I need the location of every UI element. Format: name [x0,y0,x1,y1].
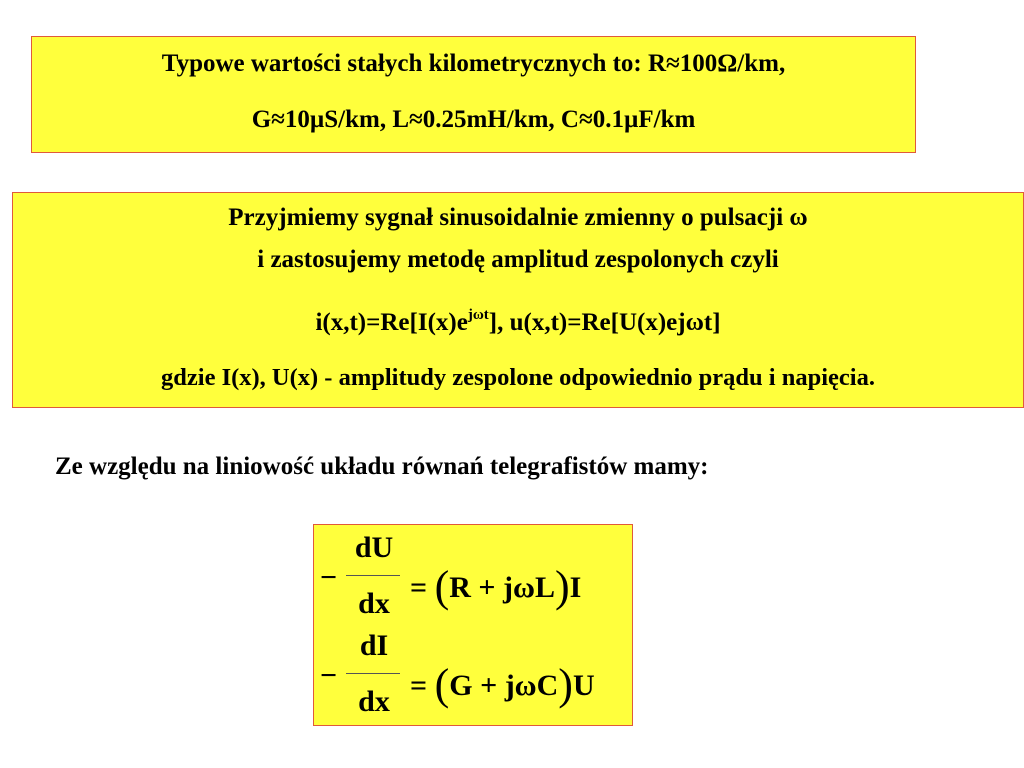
signal-formula [13,300,1023,338]
signal-line-2: i zastosujemy metodę amplitud zespolonych czyli [257,246,779,273]
equation-inner: G + jωC [449,669,559,702]
signal-formula-part-b: ], u(x,t)=Re[U(x)ejωt] [488,309,721,336]
paren-close: ) [558,660,573,709]
equation-minus-sign: − [320,561,338,594]
constants-line-2: G≈10µS/km, L≈0.25mH/km, C≈0.1µF/km [251,106,696,133]
equation-numerator: dU [354,531,394,564]
equation-denominator: dx [358,685,390,718]
equation-rhs [410,659,595,710]
paren-open: ( [434,660,450,709]
intro-sentence: Ze względu na liniowość układu równań telegrafistów mamy: [55,453,709,480]
fraction-bar [346,575,400,576]
signal-box [12,192,1024,408]
equation-suffix: U [572,669,595,702]
equation-minus-sign: − [320,659,338,692]
equation-numerator: dI [359,629,389,662]
signal-line-4: gdzie I(x), U(x) - amplitudy zespolone odpowiednio prądu i napięcia. [161,364,875,391]
equation-rhs [410,561,581,612]
constants-line-1: Typowe wartości stałych kilometrycznych to: R≈100Ω/km, [161,50,786,77]
equation-voltage [314,527,634,627]
equation-current [314,625,634,725]
equation-suffix: I [569,571,582,604]
equals-sign: = [410,669,435,702]
fraction-bar [346,673,400,674]
signal-formula-part-a: i(x,t)=Re[I(x)e [315,309,468,336]
paren-close: ) [554,562,570,611]
constants-box [31,36,916,153]
equals-sign: = [410,571,435,604]
equations-box [313,524,633,726]
signal-line-1: Przyjmiemy sygnał sinusoidalnie zmienny o pulsacji ω [228,204,808,231]
equation-denominator: dx [358,587,390,620]
signal-formula-exponent: jωt [467,307,489,323]
equation-inner: R + jωL [449,571,555,604]
paren-open: ( [434,562,450,611]
